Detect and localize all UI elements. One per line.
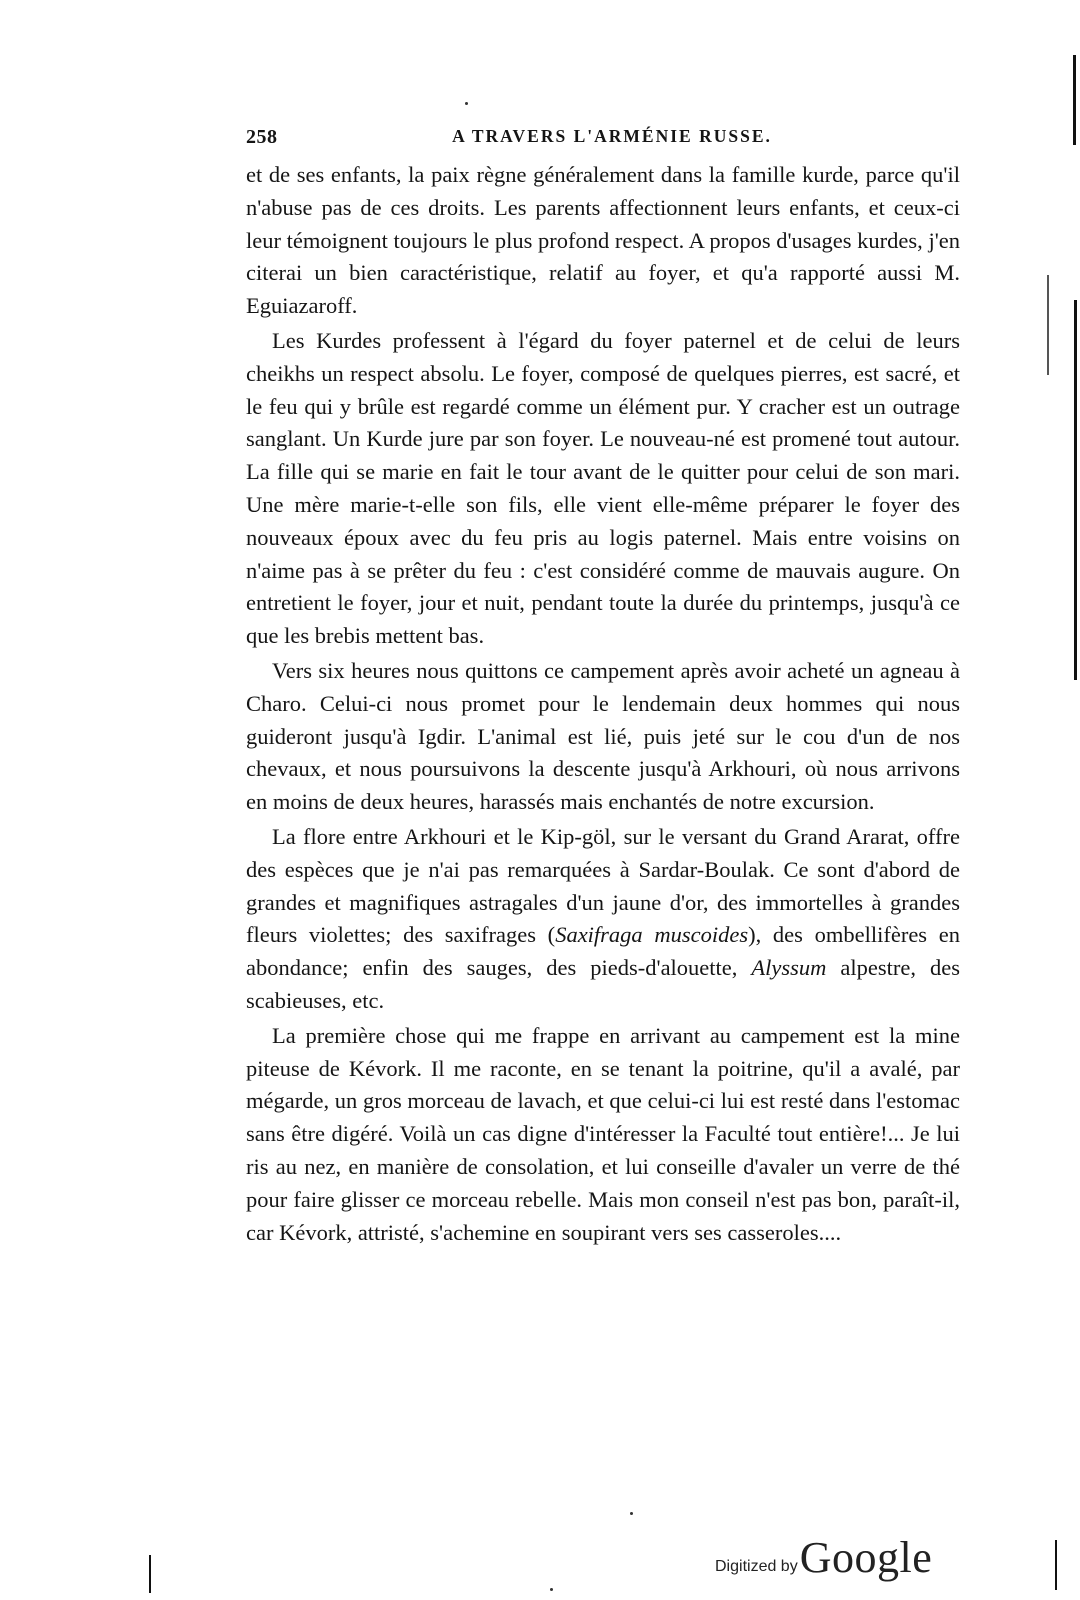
species-alyssum: Alyssum bbox=[751, 955, 827, 981]
scan-speck bbox=[630, 1512, 633, 1515]
paragraph-4-text-c: alpestre, des scabieuses, etc. bbox=[246, 955, 960, 1013]
running-title: A TRAVERS L'ARMÉNIE RUSSE. bbox=[452, 126, 772, 146]
body-text bbox=[246, 159, 960, 1251]
scan-edge-mark-top bbox=[1073, 55, 1076, 145]
paragraph-4-text-b: ), des ombellifères en abondance; enfin des sauges, des pieds-d'alouette, bbox=[246, 922, 960, 981]
scan-edge-mark-bottom-right bbox=[1055, 1540, 1057, 1590]
running-head bbox=[246, 126, 960, 156]
paragraph-1: et de ses enfants, la paix règne généralement dans la famille kurde, parce qu'il n'abuse pas de ces droits. Les parents affectionnent leurs enfants, et ceux-ci leur témoignent toujours le plus profond respect. A propos d'usages kurdes, j'en citerai un bien caractéristique, relatif au foyer, et qu'a rapporté aussi M. Eguiazaroff. bbox=[246, 162, 960, 319]
scan-edge-mark-low bbox=[1047, 275, 1049, 375]
google-logo: Google bbox=[799, 1533, 933, 1582]
scan-edge-mark-mid bbox=[1074, 300, 1077, 680]
scan-speck bbox=[550, 1588, 553, 1591]
paragraph-2: Les Kurdes professent à l'égard du foyer paternel et de celui de leurs cheikhs un respect absolu. Le foyer, composé de quelques pierres, est sacré, et le feu qui y brûle est regardé comme un élément pur. Y cracher est un outrage sanglant. Un Kurde jure par son foyer. Le nouveau-né est promené tout autour. La fille qui se marie en fait le tour avant de le quitter pour celui de son mari. Une mère marie-t-elle son fils, elle vient elle-même préparer le foyer des nouveaux époux avec du feu pris au logis paternel. Mais entre voisins on n'aime pas à se prêter du feu : c'est considéré comme de mauvais augure. On entretient le foyer, jour et nuit, pendant toute la durée du printemps, jusqu'à ce que les brebis mettent bas. bbox=[246, 327, 960, 649]
watermark-by-label: Digitized by bbox=[715, 1558, 798, 1575]
species-saxifraga: Saxifraga muscoides bbox=[555, 922, 749, 948]
paragraph-4 bbox=[246, 821, 960, 1018]
paragraph-5: La première chose qui me frappe en arrivant au campement est la mine piteuse de Kévork. Il me raconte, en se tenant la poitrine, qu'il a avalé, par mégarde, un gros morceau de lavach, et que celui-ci lui est resté dans l'estomac sans être digéré. Voilà un cas digne d'intéresser la Faculté tout entière!... Je lui ris au nez, en manière de consolation, et lui conseille d'avaler un verre de thé pour faire glisser ce morceau rebelle. Mais mon conseil n'est pas bon, paraît-il, car Kévork, attristé, s'achemine en soupirant vers ses casseroles.... bbox=[246, 1022, 960, 1245]
paragraph-3: Vers six heures nous quittons ce campement après avoir acheté un agneau à Charo. Celui-ci nous promet pour le lendemain deux hommes qui nous guideront jusqu'à Igdir. L'animal est lié, puis jeté sur le cou d'un de nos chevaux, et nous poursuivons la descente jusqu'à Arkhouri, où nous arrivons en moins de deux heures, harassés mais enchantés de notre excursion. bbox=[246, 657, 960, 815]
paragraph-4-text-a: La flore entre Arkhouri et le Kip-göl, sur le versant du Grand Ararat, offre des espèces que je n'ai pas remarquées à Sardar-Boulak. Ce sont d'abord de grandes et magnifiques astragales d'un jaune d'or, des immortelles à grandes fleurs violettes; des saxifrages ( bbox=[246, 823, 960, 948]
page-number: 258 bbox=[246, 126, 278, 148]
digitized-by-google-watermark bbox=[715, 1530, 932, 1586]
scan-edge-mark-bottom-left bbox=[149, 1555, 151, 1593]
scan-speck bbox=[465, 102, 468, 105]
